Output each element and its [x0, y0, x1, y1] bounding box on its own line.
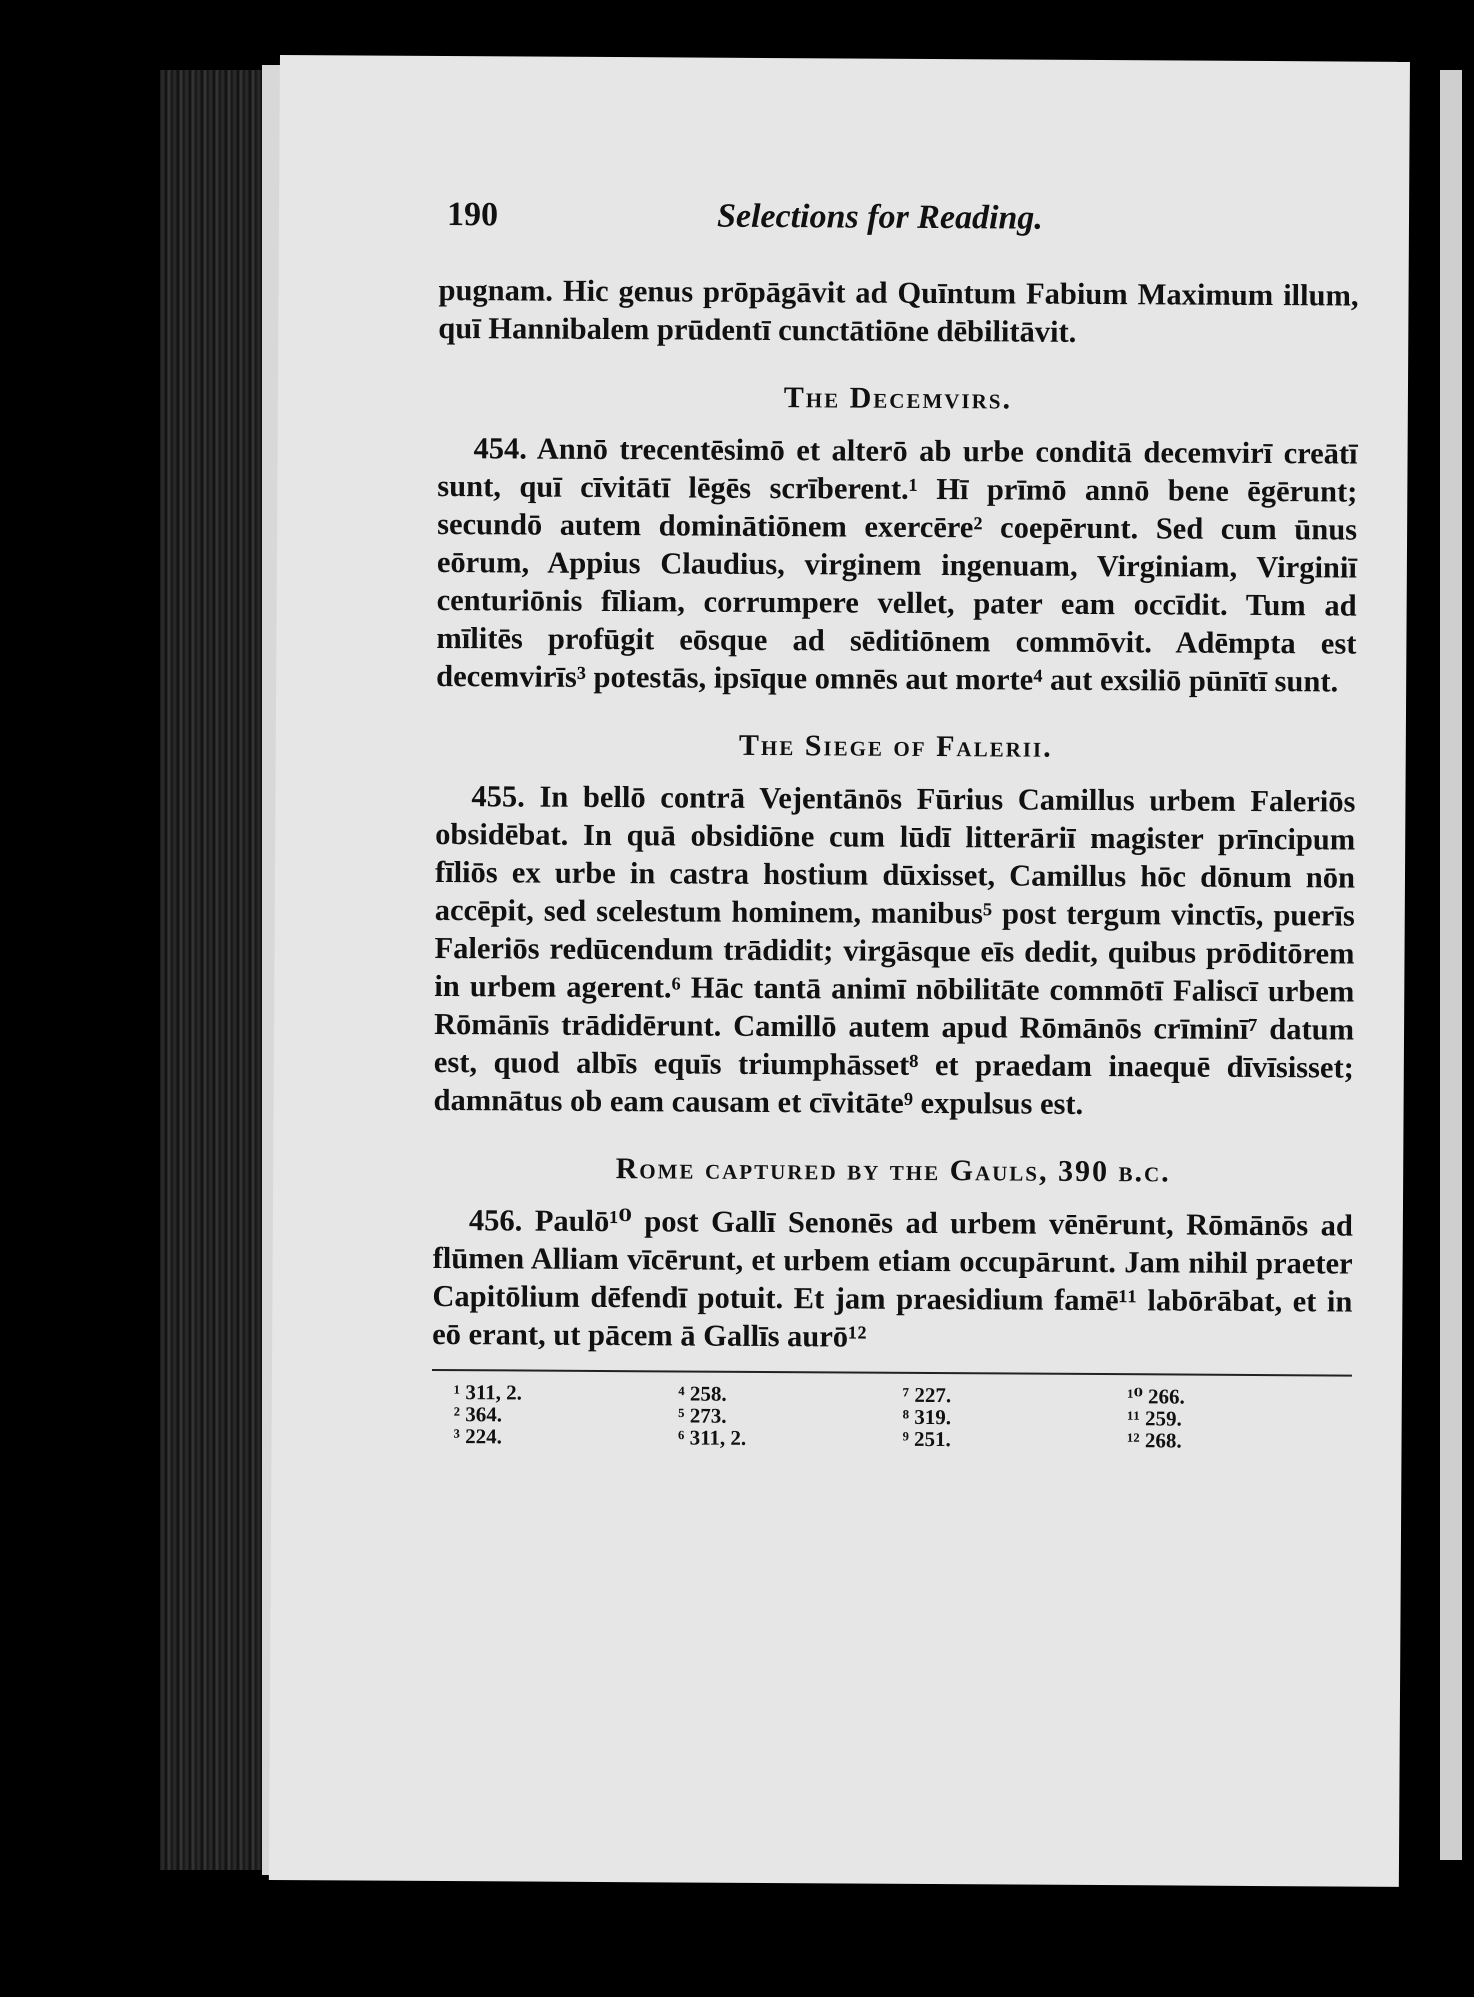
footnote: ⁵ 273. — [678, 1403, 727, 1428]
footnote-column — [678, 1382, 903, 1449]
book-page — [269, 55, 1410, 1887]
footnote: ² 364. — [453, 1402, 503, 1427]
footnote-column — [902, 1384, 1127, 1451]
section-heading-decemvirs: The Decemvirs. — [783, 381, 1013, 416]
footnote: ¹ 311, 2. — [453, 1380, 523, 1405]
footnote: ⁷ 227. — [902, 1382, 952, 1408]
paragraph-continuation: pugnam. Hic genus prōpāgāvit ad Quīntum Fabium Maximum illum, quī Hannibalem prūdentī cunctātiōne dēbilitāvit. — [438, 272, 1359, 349]
footnote: ¹⁰ 266. — [1127, 1384, 1185, 1409]
section-heading-rome-captured: Rome captured by the Gauls, 390 b.c. — [615, 1152, 1171, 1189]
footnote: ¹¹ 259. — [1127, 1406, 1182, 1431]
footnote: ⁴ 258. — [678, 1381, 727, 1406]
section-heading-siege-of-falerii: The Siege of Falerii. — [738, 728, 1053, 764]
footnote-column — [453, 1381, 678, 1448]
footnote-column — [1127, 1385, 1352, 1452]
footnote: ⁹ 251. — [902, 1426, 951, 1452]
running-title: Selections for Reading. — [716, 197, 1043, 237]
footnote: ⁶ 311, 2. — [677, 1425, 747, 1450]
page-body — [431, 271, 1358, 1453]
footnote: ¹² 268. — [1126, 1428, 1182, 1453]
page-header — [447, 196, 1397, 262]
footnotes — [431, 1381, 1351, 1453]
paragraph-456: 456. Paulō¹⁰ post Gallī Senonēs ad urbem vēnērunt, Rōmānōs ad flūmen Alliam vīcērunt, et urbem etiam occupārunt. Jam nihil praeter Capitōlium dēfendī potuit. Et jam praesidium famē¹¹ labōrābat, et in eō erant, ut pācem ā Gallīs aurō¹² — [432, 1203, 1353, 1354]
page-number: 190 — [446, 196, 499, 234]
footnote-rule — [432, 1369, 1352, 1377]
footnote: ³ 224. — [453, 1424, 502, 1449]
facing-page-edge — [1440, 70, 1462, 1860]
paragraph-454: 454. Annō trecentēsimō et alterō ab urbe conditā decemvirī creātī sunt, quī cīvitātī lēgēs scrīberent.¹ Hī prīmō annō bene ēgērunt; secundō autem dominātiōnem exercēre² coepērunt. Sed cum ūnus eōrum, Appius Claudius, virginem ingenuam, Virginiam, Virginiī centuriōnis fīliam, corrumpere vellet, pater eam occīdit. Tum ad mīlitēs profūgit eōsque ad sēditiōnem commōvit. Adēmpta est decemvirīs³ potestās, ipsīque omnēs aut morte⁴ aut exsiliō pūnītī sunt. — [436, 431, 1358, 699]
footnote: ⁸ 319. — [902, 1404, 952, 1430]
paragraph-455: 455. In bellō contrā Vejentānōs Fūrius Camillus urbem Faleriōs obsidēbat. In quā obsidiōne cum lūdī litterāriī magister prīncipum fīliōs ex urbe in castra hostium dūxisset, Camillus hōc dōnum nōn accēpit, sed scelestum hominem, manibus⁵ post tergum vinctīs, puerīs Faleriōs redūcendum trādidit; virgāsque eīs dedit, quibus prōditōrem in urbem agerent.⁶ Hāc tantā animī nōbilitāte commōtī Faliscī urbem Rōmānīs trādidērunt. Camillō autem apud Rōmānōs crīminī⁷ datum est, quod albīs equīs triumphāsset⁸ et praedam inaequē dīvīsisset; damnātus ob eam causam et cīvitāte⁹ expulsus est. — [433, 779, 1356, 1121]
